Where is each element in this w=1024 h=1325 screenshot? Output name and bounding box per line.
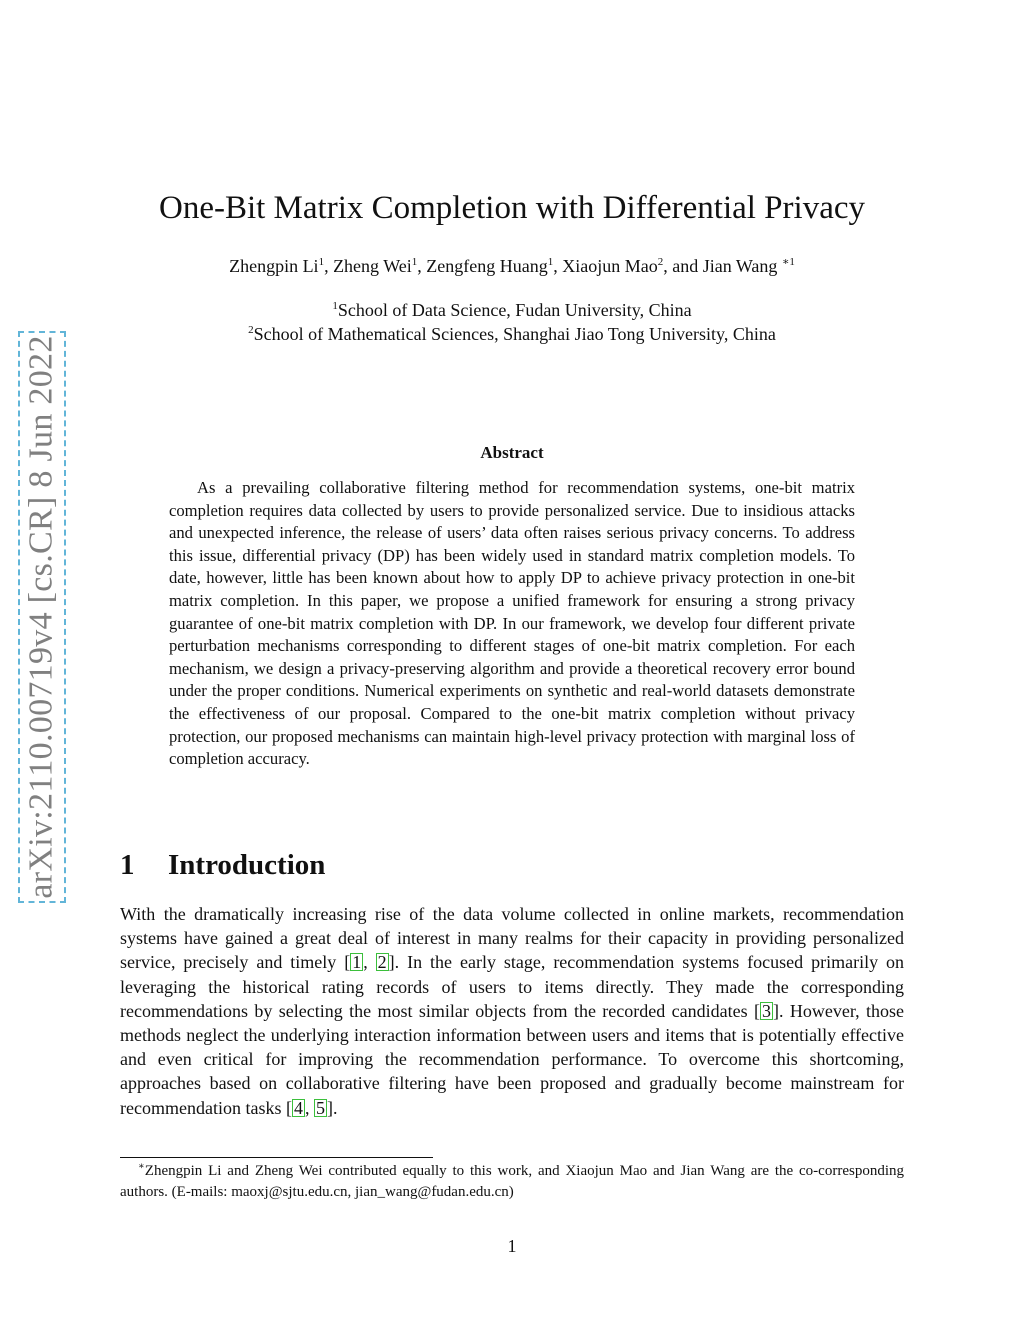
affiliation (0, 324, 1024, 345)
affiliation-text: School of Mathematical Sciences, Shanghai Jiao Tong University, China (253, 324, 776, 344)
affiliation-text: School of Data Science, Fudan University, China (337, 300, 692, 320)
citation-separator: , (363, 952, 376, 973)
author-name: Zengfeng Huang (426, 256, 548, 276)
paper-title: One-Bit Matrix Completion with Differential Privacy (158, 190, 865, 226)
footnote-text: Zhengpin Li and Zheng Wei contributed equally to this work, and Xiaojun Mao and Jian Wang are the co-corresponding authors. (E-mails: maoxj@sjtu.edu.cn, jian_wang@fudan.edu.cn) (120, 1163, 904, 1200)
abstract-heading: Abstract (480, 443, 544, 462)
author-separator: , (553, 256, 563, 276)
citation-link[interactable]: 3 (761, 1000, 771, 1021)
citation-link[interactable]: 5 (315, 1097, 325, 1118)
author-separator: , (324, 256, 334, 276)
citation-link[interactable]: 1 (352, 952, 362, 973)
citation-separator: , (304, 1097, 314, 1118)
author-affiliation-mark: 2 (657, 256, 664, 268)
author-list (0, 256, 1024, 277)
author-name: Xiaojun Mao (562, 256, 658, 276)
footnote-divider (120, 1157, 433, 1158)
author-affiliation-mark: 1 (547, 256, 554, 268)
footnote-mark: ∗ (138, 1161, 145, 1172)
section-number: 1 (120, 849, 135, 881)
author-affiliation-mark: ∗1 (781, 256, 795, 268)
author-affiliation-mark: 1 (411, 256, 418, 268)
intro-text: ]. (326, 1097, 338, 1118)
affiliation-mark: 2 (248, 324, 254, 336)
intro-text: With the dramatically increasing rise of the data volume collected in online markets, recommendation systems have gained a great deal of interest in many realms for their capacity in providing personalized service, precisely and timely [ (120, 904, 904, 973)
author-affiliation-mark: 1 (318, 256, 325, 268)
author-name: Zhengpin Li (229, 256, 319, 276)
intro-text: ]. In the early stage, recommendation systems focused primarily on leveraging the historical rating records of users to items directly. They made the corresponding recommendations by selecting the most similar objects from the recorded candidates [ (120, 952, 905, 1021)
section-title: Introduction (168, 849, 326, 881)
citation-link[interactable]: 4 (293, 1097, 303, 1118)
author-name: Jian Wang (702, 256, 778, 276)
footnote (120, 1161, 904, 1203)
author-separator: , and (663, 256, 703, 276)
citation-link[interactable]: 2 (377, 952, 387, 973)
intro-paragraph (120, 902, 904, 1120)
author-separator: , (417, 256, 427, 276)
section-heading (120, 849, 325, 882)
abstract-text: As a prevailing collaborative filtering method for recommendation systems, one-bit matrix completion requires data collected by users to provide personalized service. Due to insidious attacks and unexpected inference, the release of users’ data often raises serious privacy concerns. To address this issue, differential privacy (DP) has been widely used in standard matrix completion models. To date, however, little has been known about how to apply DP to achieve privacy protection in one-bit matrix completion. In this paper, we propose a unified framework for ensuring a strong privacy guarantee of one-bit matrix completion with DP. In our framework, we develop four different private perturbation mechanisms corresponding to different stages of one-bit matrix completion. For each mechanism, we design a privacy-preserving algorithm and provide a theoretical recovery error bound under the proper conditions. Numerical experiments on synthetic and real-world datasets demonstrate the effectiveness of our proposal. Compared to the one-bit matrix completion without privacy protection, our proposed mechanisms can maintain high-level privacy protection with marginal loss of completion accuracy. (169, 478, 855, 769)
arxiv-identifier: arXiv:2110.00719v4 [cs.CR] 8 Jun 2022 (23, 335, 61, 899)
intro-text: ]. However, those methods neglect the underlying interaction information between users and items that is potentially effective and even critical for improving the recommendation performance. To overcome this shortcoming, approaches based on collaborative filtering have been proposed and gradually become mainstream for recommendation tasks [ (120, 1000, 904, 1118)
author-name: Zheng Wei (333, 256, 412, 276)
arxiv-stamp (18, 331, 66, 903)
page-number: 1 (507, 1236, 517, 1256)
affiliation (0, 300, 1024, 321)
affiliation-mark: 1 (332, 300, 338, 312)
